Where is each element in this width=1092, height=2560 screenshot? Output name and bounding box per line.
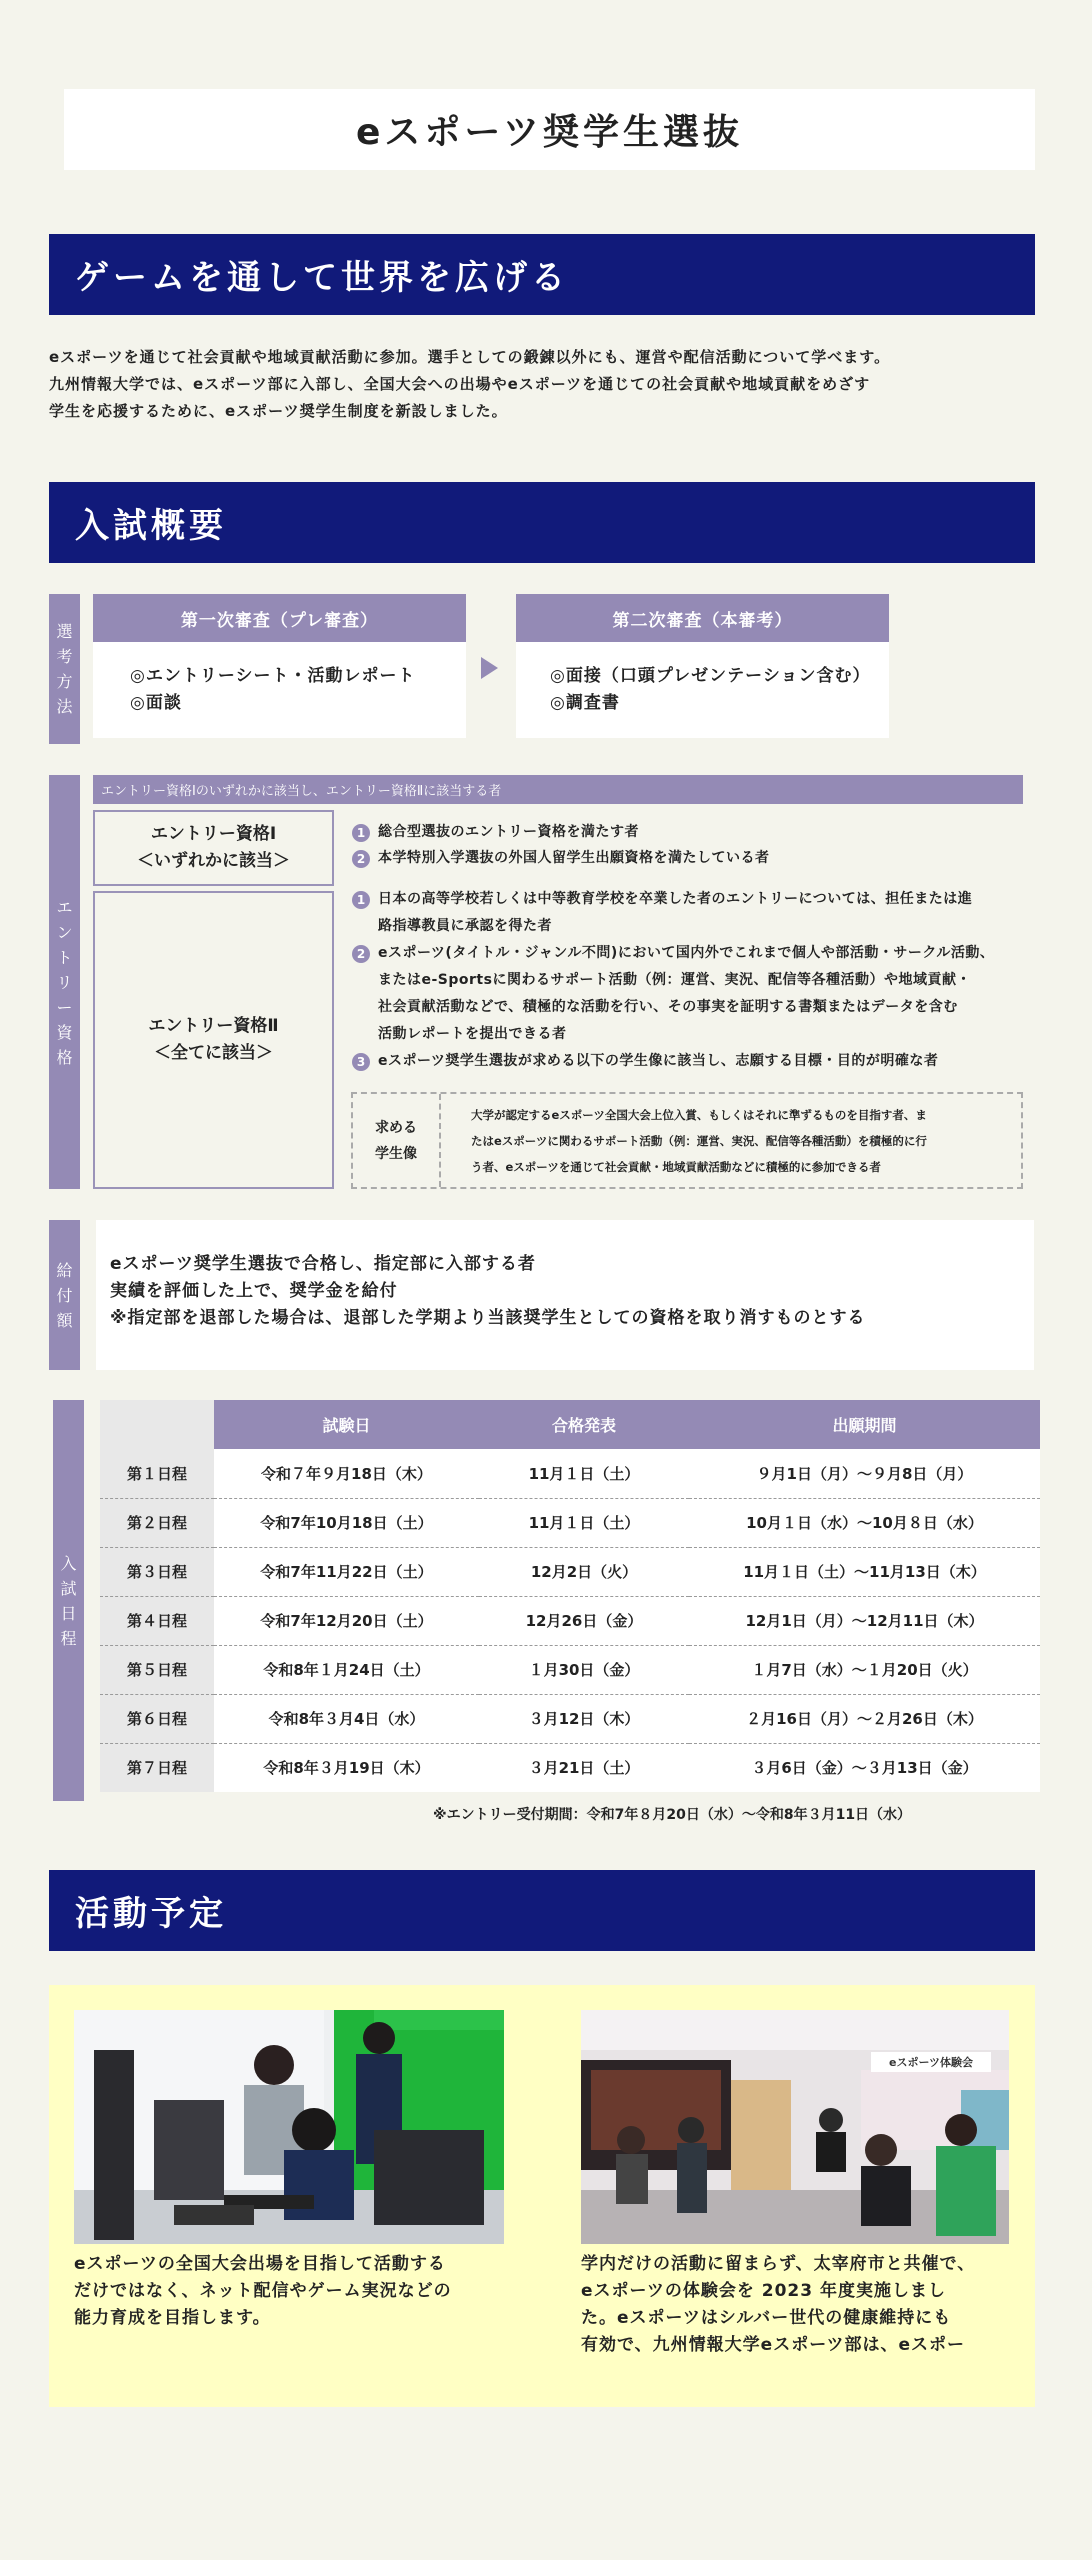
qualification1-title: エントリー資格Ⅰ xyxy=(150,824,277,844)
stage1-item: ◎エントリーシート・活動レポート xyxy=(130,666,416,686)
table-row: 第２日程 令和7年10月18日（土） 11月１日（土） 10月１日（水）～10月８日（水） xyxy=(100,1498,1040,1547)
grant-line: 実績を評価した上で、奨学金を給付 xyxy=(110,1281,398,1301)
entry-header: エントリー資格Ⅰのいずれかに該当し、エントリー資格Ⅱに該当する者 xyxy=(93,775,1023,804)
activity-photo-event xyxy=(581,2010,1009,2244)
grant-box xyxy=(96,1220,1034,1370)
intro-line: 学生を応援するために、eスポーツ奨学生制度を新設しました。 xyxy=(49,402,508,420)
schedule-tab: 入 試 日 程 xyxy=(53,1400,84,1801)
qualification2-item: eスポーツ奨学生選抜が求める以下の学生像に該当し、志願する目標・目的が明確な者 xyxy=(378,1053,939,1069)
qualification2-item: eスポーツ(タイトル・ジャンル不問)において国内外でこれまで個人や部活動・サークル活動、 またはe-Sportsに関わるサポート活動（例：運営、実況、配信等各種活動）や地域貢献・ 社会貢献活動などで、積極的な活動を行い、その事実を証明する書類またはデータを含む 活動レポートを提出できる者 xyxy=(378,945,995,1042)
activity-caption-1: eスポーツの全国大会出場を目指して活動する だけではなく、ネット配信やゲーム実況などの 能力育成を目指します。 xyxy=(74,2254,452,2328)
section-heading-game: ゲームを通して世界を広げる xyxy=(49,234,1035,315)
event-sign: eスポーツ体験会 xyxy=(871,2052,991,2072)
qualification2-title: エントリー資格Ⅱ xyxy=(148,1016,279,1036)
entry-qualification-tab: エ ン ト リ ー 資 格 xyxy=(49,775,80,1189)
number-badge: 2 xyxy=(352,945,370,963)
number-badge: 1 xyxy=(352,824,370,842)
table-row: 第４日程 令和7年12月20日（土） 12月26日（金） 12月1日（月）～12月11日（木） xyxy=(100,1596,1040,1645)
number-badge: 1 xyxy=(352,891,370,909)
table-header-blank xyxy=(100,1400,214,1449)
ideal-student-label: 求める 学生像 xyxy=(353,1094,441,1187)
table-header: 試験日 xyxy=(214,1400,479,1449)
stage2-item: ◎面接（口頭プレゼンテーション含む） xyxy=(550,666,871,686)
table-header: 出願期間 xyxy=(689,1400,1040,1449)
qualification2-item: 日本の高等学校若しくは中等教育学校を卒業した者のエントリーについては、担任または進 路指導教員に承認を得た者 xyxy=(378,891,973,934)
qualification2-box xyxy=(93,891,334,1189)
stage1-title: 第一次審査（プレ審査） xyxy=(93,594,466,642)
grant-line: ※指定部を退部した場合は、退部した学期より当該奨学生としての資格を取り消すものとする xyxy=(110,1308,866,1328)
stage2-body xyxy=(516,642,889,738)
activity-caption-2: 学内だけの活動に留まらず、太宰府市と共催で、 eスポーツの体験会を 2023 年度実施しまし た。eスポーツはシルバー世代の健康維持にも 有効で、九州情報大学eスポーツ部は、eスポー xyxy=(581,2254,976,2355)
intro-line: eスポーツを通じて社会貢献や地域貢献活動に参加。選手としての鍛錬以外にも、運営や配信活動について学べます。 xyxy=(49,348,891,366)
section-heading-overview: 入試概要 xyxy=(49,482,1035,563)
qualification1-item: 本学特別入学選抜の外国人留学生出願資格を満たしている者 xyxy=(378,850,770,866)
qualification1-sub: ＜いずれかに該当＞ xyxy=(137,851,290,871)
qualification2-sub: ＜全てに該当＞ xyxy=(154,1043,273,1063)
stage2-title: 第二次審査（本審考） xyxy=(516,594,889,642)
table-row: 第７日程 令和8年３月19日（木） ３月21日（土） ３月6日（金）～３月13日（金） xyxy=(100,1743,1040,1792)
table-row: 第６日程 令和8年３月4日（水） ３月12日（木） ２月16日（月）～２月26日（木） xyxy=(100,1694,1040,1743)
qualification1-item: 総合型選抜のエントリー資格を満たす者 xyxy=(378,824,639,840)
table-header-row xyxy=(100,1400,1040,1449)
table-row: 第１日程 令和７年９月18日（木） 11月１日（土） ９月1日（月）～９月8日（月） xyxy=(100,1449,1040,1498)
schedule-table xyxy=(100,1400,1040,1792)
table-header: 合格発表 xyxy=(479,1400,689,1449)
grant-tab: 給 付 額 xyxy=(49,1220,80,1370)
entry-period-note: ※エントリー受付期間：令和7年８月20日（水）～令和8年３月11日（水） xyxy=(433,1807,912,1823)
qualification1-box xyxy=(93,810,334,886)
grant-line: eスポーツ奨学生選抜で合格し、指定部に入部する者 xyxy=(110,1254,536,1274)
section-heading-activity: 活動予定 xyxy=(49,1870,1035,1951)
arrow-right-icon xyxy=(481,657,498,679)
intro-line: 九州情報大学では、eスポーツ部に入部し、全国大会への出場やeスポーツを通じての社会貢献や地域貢献をめざす xyxy=(49,375,871,393)
activity-photo-gaming xyxy=(74,2010,504,2244)
stage1-item: ◎面談 xyxy=(130,693,182,713)
ideal-student-box xyxy=(351,1092,1023,1189)
page-title: eスポーツ奨学生選抜 xyxy=(64,89,1035,170)
stage2-item: ◎調査書 xyxy=(550,693,620,713)
selection-method-tab: 選 考 方 法 xyxy=(49,594,80,744)
ideal-student-text: 大学が認定するeスポーツ全国大会上位入賞、もしくはそれに準ずるものを目指す者、ま たはeスポーツに関わるサポート活動（例：運営、実況、配信等各種活動）を積極的に行 う者、eスポーツを通じて社会貢献・地域貢献活動などに積極的に参加できる者 xyxy=(471,1108,927,1174)
table-row: 第３日程 令和7年11月22日（土） 12月2日（火） 11月１日（土）～11月13日（木） xyxy=(100,1547,1040,1596)
number-badge: 2 xyxy=(352,850,370,868)
number-badge: 3 xyxy=(352,1053,370,1071)
intro-text xyxy=(49,344,1049,425)
stage1-body xyxy=(93,642,466,738)
table-row: 第５日程 令和8年１月24日（土） １月30日（金） １月7日（水）～１月20日（火） xyxy=(100,1645,1040,1694)
